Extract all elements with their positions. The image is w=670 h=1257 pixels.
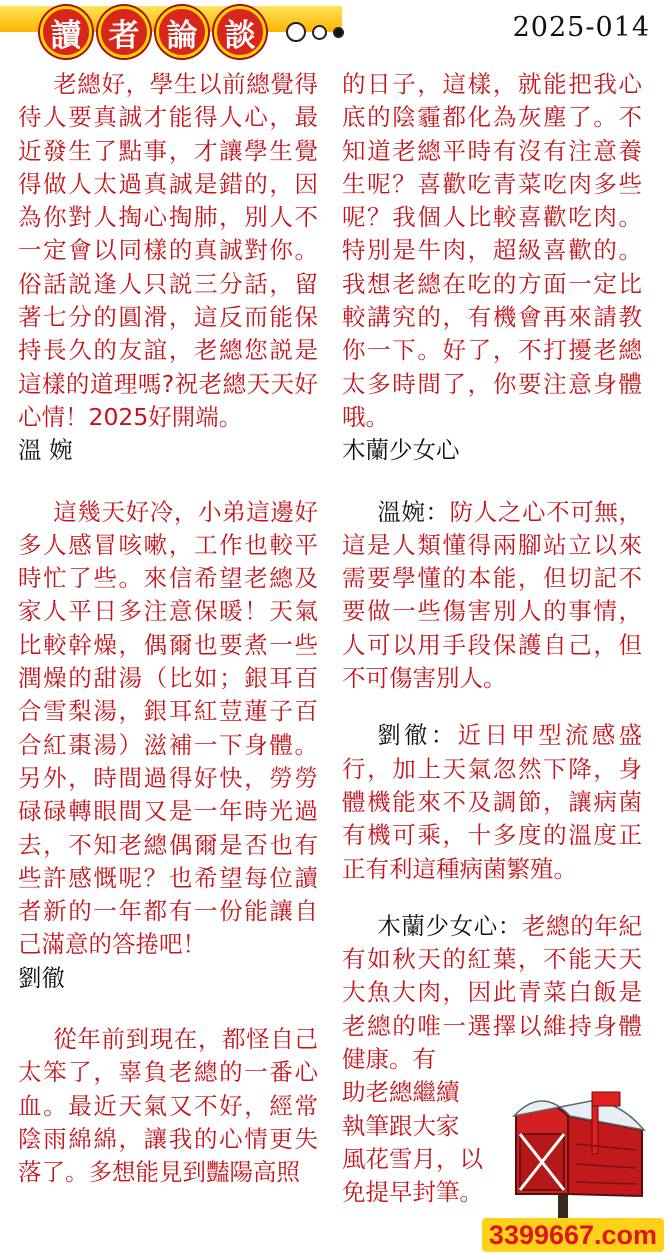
reply-text: 近日甲型流感盛行，加上天氣忽然下降，身體機能來不及調節，讓病菌有機可乘，十多度的溫度正正有利這種病菌繁殖。 (342, 721, 643, 883)
reply-line: 免提早封筆。 (342, 1178, 483, 1207)
letter-signature: 溫 婉 (18, 436, 73, 465)
reply-text: 老總的年紀有如秋天的紅葉，不能天天大魚大肉，因此青菜白飯是老總的唯一選擇以維持身體健康。有 (342, 911, 642, 1074)
mailbox-icon (496, 1084, 656, 1234)
reply-recipient: 溫婉： (377, 497, 450, 526)
decorative-dots (286, 22, 344, 42)
reply-recipient: 劉徹： (377, 721, 458, 750)
reader-letter-continued: 的日子，這樣，就能把我心底的陰霾都化為灰塵了。不知道老總平時有沒有注意養生呢？喜歡吃青菜吃肉多些呢？我個人比較喜歡吃肉。特別是牛肉，超級喜歡的。我想老總在吃的方面一定比較講究的，有機會再來請教你一下。好了，不打擾老總太多時間了，你要注意身體哦。 (342, 70, 642, 431)
dot-icon (333, 27, 344, 38)
title-char: 論 (156, 6, 208, 58)
right-column (342, 68, 642, 1210)
reply-text: 防人之心不可無，這是人類懂得兩腳站立以來需要學懂的本能，但切記不要做一些傷害別人的事情，人可以用手段保護自己，但不可傷害別人。 (342, 497, 642, 693)
title-char: 者 (98, 6, 150, 58)
reader-letter: 老總好，學生以前總覺得待人要真誠才能得人心，最近發生了點事，才讓學生覺得做人太過真誠是錯的，因為你對人掏心掏肺，別人不一定會以同樣的真誠對你。俗話説逢人只説三分話，留著七分的圓滑，這反而能保持長久的友誼，老總您説是這樣的道理嗎?祝老總天天好心情！2025好開端。 (18, 70, 318, 431)
reply-recipient: 木蘭少女心： (377, 911, 522, 940)
title-char: 讀 (40, 6, 92, 58)
page-header (0, 0, 670, 64)
reader-letter: 從年前到現在，都怪自己太笨了，辜負老總的一番心血。最近天氣又不好，經常陰雨綿綿，讓我的心情更失落了。多想能見到豔陽高照 (18, 1025, 318, 1187)
website-watermark: 3399667.com (482, 1218, 664, 1252)
reply-line: 執筆跟大家 (342, 1111, 460, 1140)
reply-line: 風花雪月，以 (342, 1144, 483, 1173)
letter-signature: 木蘭少女心 (342, 436, 460, 465)
title-char: 談 (214, 6, 266, 58)
issue-number: 2025-014 (512, 12, 650, 43)
section-title (40, 6, 266, 58)
circle-icon (286, 22, 306, 42)
reader-letter: 這幾天好冷，小弟這邊好多人感冒咳嗽，工作也較平時忙了些。來信希望老總及家人平日多注意保暖！天氣比較幹燥，偶爾也要煮一些潤燥的甜湯（比如；銀耳百合雪梨湯，銀耳紅荳蓮子百合紅棗湯）滋補一下身體。另外，時間過得好快，勞勞碌碌轉眼間又是一年時光過去，不知老總偶爾是否也有些許感慨呢？也希望每位讀者新的一年都有一份能讓自己滿意的答捲吧！ (18, 497, 318, 959)
editor-reply (342, 496, 642, 696)
left-column (18, 68, 318, 1190)
editor-reply (342, 719, 642, 885)
letter-signature: 劉徹 (18, 963, 65, 992)
circle-icon (312, 25, 327, 40)
editor-reply (342, 910, 642, 1076)
reply-line: 助老總繼續 (342, 1078, 460, 1107)
